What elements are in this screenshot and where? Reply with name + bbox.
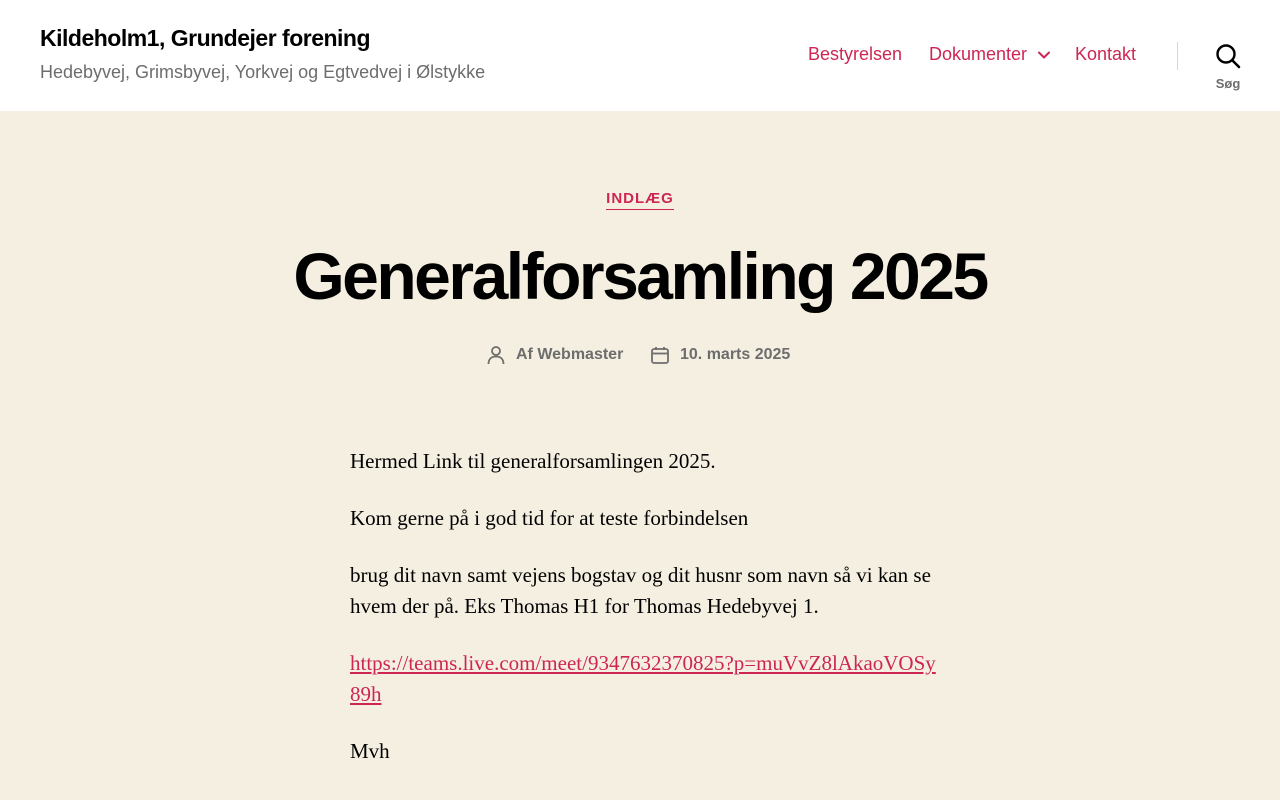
site-title[interactable]: Kildeholm1, Grundejer forening [40,25,371,51]
person-icon [486,345,506,365]
teams-meeting-link[interactable]: https://teams.live.com/meet/9347632370825?p=muVvZ8lAkaoVOSy89h [350,651,936,706]
chevron-down-icon[interactable] [1037,48,1051,62]
paragraph: Kom gerne på i god tid for at teste forbindelsen [350,506,749,530]
link-paragraph [350,648,940,710]
header-divider [1177,42,1178,70]
search-icon [1215,43,1241,69]
closing: Mvh [350,739,390,763]
paragraph: Hermed Link til generalforsamlingen 2025. [350,449,716,473]
category-link[interactable]: INDLÆG [606,190,674,210]
date-link[interactable]: 10. marts 2025 [680,346,791,363]
search-label: Søg [1215,76,1241,91]
nav-item-bestyrelsen[interactable]: Bestyrelsen [808,44,903,64]
search-toggle-button[interactable] [1200,40,1256,96]
calendar-icon [650,345,670,365]
nav-item-dokumenter[interactable]: Dokumenter [929,44,1028,64]
post-category [0,190,1280,210]
post-title: Generalforsamling 2025 [293,239,987,313]
post-content [350,446,940,793]
author-link[interactable]: Af Webmaster [516,346,624,363]
site-description: Hedebyvej, Grimsbyvej, Yorkvej og Egtvedvej i Ølstykke [40,62,486,82]
nav-item-kontakt[interactable]: Kontakt [1075,44,1137,64]
paragraph: brug dit navn samt vejens bogstav og dit husnr som navn så vi kan se hvem der på. Eks Thomas H1 for Thomas Hedebyvej 1. [350,563,931,618]
site-header [0,0,1280,111]
